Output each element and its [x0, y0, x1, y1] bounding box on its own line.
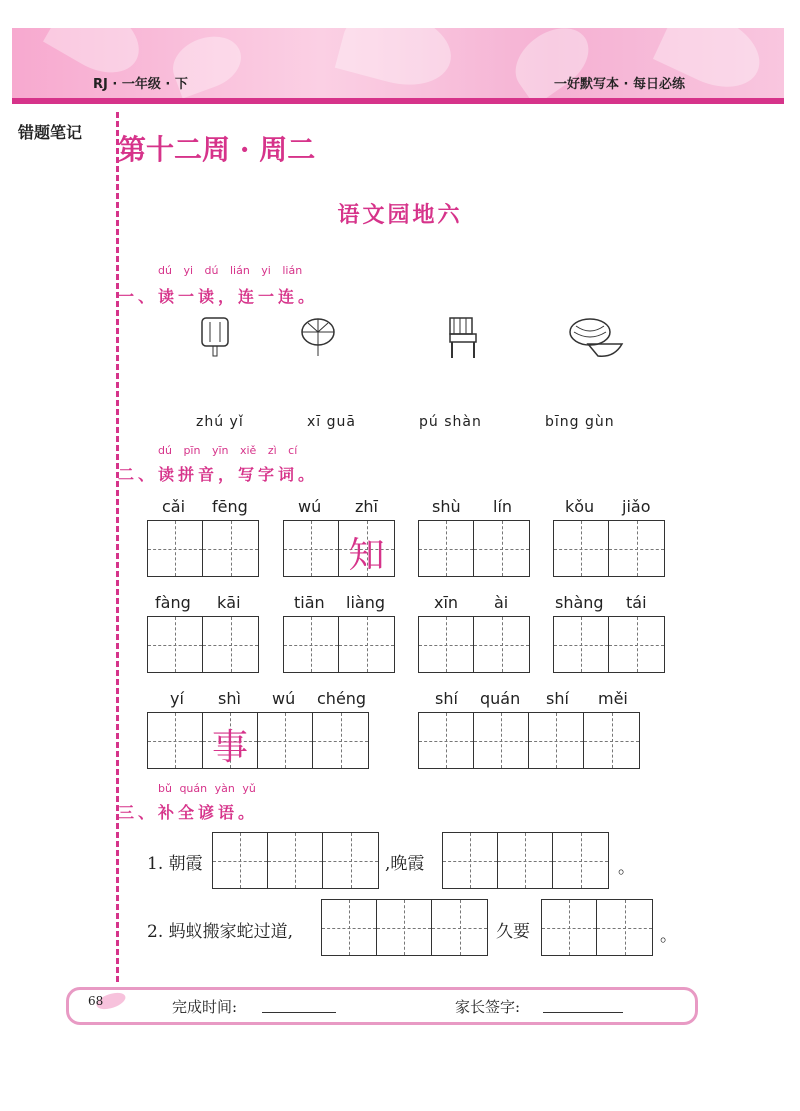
footer-bar: [66, 987, 698, 1025]
question1-start: 1. 朝霞: [147, 854, 203, 874]
writing-grid[interactable]: [321, 899, 488, 956]
error-notes-label: 错题笔记: [18, 123, 83, 142]
writing-cell[interactable]: [377, 900, 432, 955]
writing-grid[interactable]: [147, 520, 259, 577]
writing-cell[interactable]: [268, 833, 323, 888]
writing-grid[interactable]: [418, 712, 640, 769]
word-pinyin: xīn: [434, 593, 459, 612]
pinyin-option: bīng gùn: [545, 414, 615, 430]
writing-cell[interactable]: [339, 617, 394, 672]
pinyin-option: zhú yǐ: [196, 414, 244, 430]
header-grade-label: RJ · 一年级 · 下: [93, 77, 188, 92]
writing-cell[interactable]: [443, 833, 498, 888]
writing-cell[interactable]: [322, 900, 377, 955]
word-pinyin: wú: [298, 497, 322, 516]
word-pinyin: jiǎo: [622, 497, 651, 516]
word-pinyin: měi: [598, 689, 628, 708]
word-pinyin: kāi: [217, 593, 241, 612]
writing-cell[interactable]: [529, 713, 584, 768]
word-pinyin: shì: [218, 689, 241, 708]
pinyin-option: xī guā: [307, 414, 356, 430]
section1-pinyin: dú yi dú lián yi lián: [158, 264, 303, 277]
question2-end: 。: [660, 926, 677, 946]
word-pinyin: fàng: [155, 593, 191, 612]
writing-grid[interactable]: [212, 832, 379, 889]
umbrella-icon: [298, 316, 338, 358]
word-pinyin: chéng: [317, 689, 367, 708]
writing-cell[interactable]: [203, 617, 258, 672]
word-pinyin: tái: [626, 593, 647, 612]
writing-cell[interactable]: [554, 617, 609, 672]
writing-cell[interactable]: [553, 833, 608, 888]
pinyin-option: pú shàn: [419, 414, 482, 430]
parent-signature-label: 家长签字:: [455, 998, 521, 1016]
writing-cell[interactable]: [148, 521, 203, 576]
word-pinyin: shàng: [555, 593, 604, 612]
writing-grid[interactable]: [283, 520, 395, 577]
word-pinyin: tiān: [294, 593, 325, 612]
section3-pinyin: bǔ quán yàn yǔ: [158, 782, 256, 795]
watermelon-icon: [566, 316, 624, 358]
writing-grid[interactable]: [283, 616, 395, 673]
section3-title: 三、补全谚语。: [118, 803, 259, 822]
writing-grid[interactable]: [147, 616, 259, 673]
writing-grid[interactable]: [147, 712, 369, 769]
word-pinyin: wú: [272, 689, 296, 708]
word-pinyin: zhī: [355, 497, 378, 516]
writing-cell[interactable]: [203, 713, 258, 768]
prefilled-character: 事: [211, 727, 248, 768]
completion-time-field[interactable]: [262, 1012, 336, 1013]
writing-cell[interactable]: [474, 521, 529, 576]
writing-cell[interactable]: [419, 713, 474, 768]
writing-cell[interactable]: [203, 521, 258, 576]
writing-grid[interactable]: [541, 899, 653, 956]
word-pinyin: cǎi: [162, 497, 186, 516]
writing-cell[interactable]: [213, 833, 268, 888]
completion-time-label: 完成时间:: [172, 998, 238, 1016]
header-banner: [12, 28, 784, 104]
writing-cell[interactable]: [339, 521, 394, 576]
word-pinyin: yí: [170, 689, 184, 708]
writing-cell[interactable]: [609, 617, 664, 672]
question2-middle: 久要: [496, 922, 530, 942]
page-number: 68: [88, 994, 104, 1008]
word-pinyin: shù: [432, 497, 461, 516]
word-pinyin: ài: [494, 593, 509, 612]
writing-cell[interactable]: [284, 617, 339, 672]
writing-grid[interactable]: [418, 616, 530, 673]
popsicle-icon: [198, 316, 238, 358]
writing-cell[interactable]: [554, 521, 609, 576]
header-series-label: 一好默写本 · 每日必练: [554, 77, 685, 92]
writing-cell[interactable]: [323, 833, 378, 888]
section2-title: 二、读拼音，写字词。: [118, 465, 319, 484]
writing-grid[interactable]: [418, 520, 530, 577]
writing-cell[interactable]: [597, 900, 652, 955]
word-pinyin: fēng: [212, 497, 248, 516]
question1-end: 。: [618, 858, 635, 878]
word-pinyin: shí: [435, 689, 458, 708]
word-pinyin: kǒu: [565, 497, 595, 516]
section1-title: 一、读一读，连一连。: [118, 287, 319, 306]
writing-cell[interactable]: [609, 521, 664, 576]
writing-cell[interactable]: [419, 521, 474, 576]
bamboo-chair-icon: [444, 314, 484, 360]
parent-signature-field[interactable]: [543, 1012, 623, 1013]
word-pinyin: shí: [546, 689, 569, 708]
writing-grid[interactable]: [553, 520, 665, 577]
writing-grid[interactable]: [442, 832, 609, 889]
writing-cell[interactable]: [313, 713, 368, 768]
writing-cell[interactable]: [148, 617, 203, 672]
word-pinyin: lín: [493, 497, 513, 516]
question1-middle: ,晚霞: [385, 854, 425, 874]
writing-grid[interactable]: [553, 616, 665, 673]
writing-cell[interactable]: [419, 617, 474, 672]
page-title: 语文园地六: [337, 203, 463, 228]
writing-cell[interactable]: [498, 833, 553, 888]
writing-cell[interactable]: [432, 900, 487, 955]
question2-start: 2. 蚂蚁搬家蛇过道,: [147, 922, 294, 942]
writing-cell[interactable]: [542, 900, 597, 955]
word-pinyin: quán: [480, 689, 521, 708]
week-title: 第十二周 · 周二: [118, 133, 316, 166]
margin-dashed-line: [116, 112, 119, 982]
writing-cell[interactable]: [474, 713, 529, 768]
writing-cell[interactable]: [584, 713, 639, 768]
word-pinyin: liàng: [346, 593, 385, 612]
prefilled-character: 知: [348, 535, 385, 576]
section2-pinyin: dú pīn yīn xiě zì cí: [158, 444, 298, 457]
writing-cell[interactable]: [474, 617, 529, 672]
writing-cell[interactable]: [148, 713, 203, 768]
writing-cell[interactable]: [284, 521, 339, 576]
writing-cell[interactable]: [258, 713, 313, 768]
